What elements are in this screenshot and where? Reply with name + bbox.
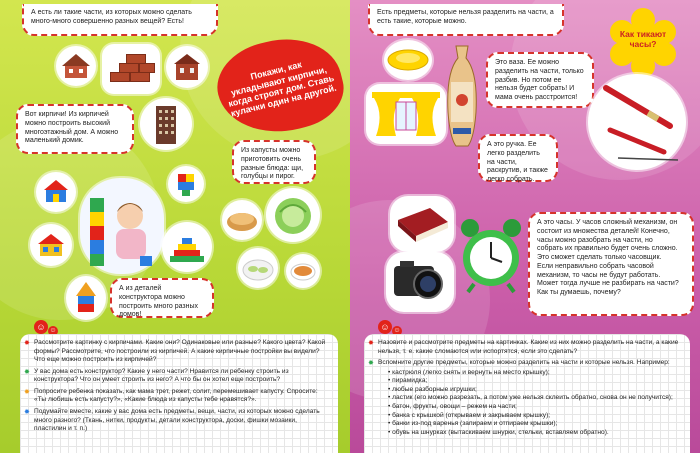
intro-text: А есть ли такие части, из которых можно сделать много-много совершенно разных вещей? Есть! [31,9,192,25]
question-item: ✸ У вас дома есть конструктор? Какие у него части? Нравится ли ребенку строить из конструктора? Что он умеет строить из него? А что бы он хотел еще построить? [24,367,289,384]
clock-line: Если неправильно собрать часовой [537,262,654,270]
pie-picture [222,200,262,240]
pen-text: А это ручка. Ее легко разделить на части, раскрутив, и также легко собрать. [487,141,548,183]
book-picture [390,196,454,252]
house-picture [56,46,96,86]
brick-building-picture [166,46,208,88]
star-icon: ✸ [368,340,374,347]
star-icon: ✸ [24,388,30,396]
bricks-picture [102,44,160,94]
smiley-icon: ☺ [49,327,57,334]
bricks-bubble [16,104,134,154]
cabbage-picture [266,188,320,242]
toy-figure-picture [168,166,204,202]
right-page [350,0,700,453]
question-item: ✸ Попросите ребенка показать, как мама трет, режет, солит, перемешивает капусту. Спросите: «Ты любишь есть капусту?», «Какие блюда из капусты тебе нравятся?». [24,387,318,404]
bricks-text: Вот кирпичи! Из кирпичей можно построить высокий многоэтажный дом. А можно маленький домик. [25,111,119,145]
question-item: ✸ Вспомните другие предметы, которые можно разделить на части и которые нельзя. Например: [368,359,670,368]
plate-picture [384,40,432,80]
clock-line: состоит из множества деталей! Конечно, [537,227,670,235]
constructor-text: А из деталей конструктора можно построить много разных домов! [119,285,199,319]
action-banner-text: Покажи, как укладывают кирпичи, когда строят дом. Ставь кулачки один на другой. [227,59,338,119]
toy-pyramid-picture [162,222,212,272]
flower-title: Как тикают часы? [619,29,667,49]
smiley-icon: ☺ [34,320,48,334]
list-item: • батон, фрукты, овощи – режем на части; [388,403,682,412]
tall-building-picture [140,98,192,150]
clock-line: механизм, то часы не будут работать. [537,271,661,279]
clock-line: Как ты думаешь, почему? [537,289,621,296]
list-item: • банка с крышкой (открываем и закрываем крышку); [388,412,682,421]
list-item: • ластик (его можно разрезать, а потом уже нельзя склеить обратно, снова он не получится); [388,394,682,403]
list-item: • обувь на шнурках (вытаскиваем шнурки, стельки, вставляем обратно). [388,429,682,438]
toy-block-house-picture [30,224,72,266]
smiley-icon: ☺ [393,327,401,334]
window-curtains-picture [366,84,446,144]
cabbage-bubble [232,140,316,184]
clock-bubble [528,212,694,316]
clock-line: Может тогда лучше не разбирать на части? [537,280,679,288]
intro-text: Есть предметы, которые нельзя разделить на части, а есть такие, которые можно. [377,9,554,25]
cabbage-rolls-picture [238,248,278,288]
star-icon: ✸ [24,368,30,376]
list-item: • банки из-под варенья (запираем и отпираем крышки); [388,420,682,429]
clock-line: А это часы. У часов сложный механизм, он [537,219,678,226]
intro-bubble [368,4,564,36]
star-icon: ✸ [24,408,30,416]
clock-line: часы можно разобрать на части, но [537,236,653,244]
star-icon: ✸ [24,340,30,347]
vase-bubble [486,52,594,108]
list-item: • пирамидка; [388,377,682,386]
constructor-bubble [110,278,214,318]
clock-line: Это сможет сделать только часовщик. [537,254,662,261]
question-item: ✸ Подумайте вместе, какие у вас дома есть предметы, вещи, части, из которых можно сделать много разного? (Ткань, нитки, продукты, детали конструктора, доски, фишки мозаики, пластилин и т. п.) [24,407,320,433]
list-item: • любые разборные игрушки; [388,386,682,395]
list-item: • кастрюля (легко снять и вернуть на место крышку); [388,369,682,378]
smiley-icon: ☺ [378,320,392,334]
question-item: ✸ Назовите и рассмотрите предметы на картинках. Какие из них можно разделить на части, а какие нельзя, т. е. какие сломаются или испортятся, если это сделать? [368,339,679,355]
camera-picture [386,252,454,312]
cabbage-text: Из капусты можно приготовить очень разные блюда: щи, голубцы и пирог. [241,147,304,181]
soup-picture [286,254,320,288]
clock-line: собрать их правильно будет очень сложно. [537,245,678,253]
star-icon: ✸ [368,360,374,368]
toy-tower-picture [66,276,106,320]
vase-text: Это ваза. Ее можно разделить на части, только разбив. Но потом ее нельзя будет собрать! И мама очень расстроится! [495,59,584,101]
child-with-blocks-picture [80,178,164,274]
questions-box [364,334,690,453]
examples-list [378,369,682,438]
flower-badge [608,8,678,78]
pen-picture [588,74,686,170]
toy-house-picture [36,172,76,212]
questions-box [20,334,338,453]
alarm-clock-picture [456,214,526,296]
vase-picture [442,42,482,154]
question-item: ✸ Рассмотрите картинку с кирпичами. Какие они? Одинаковые или разные? Какого цвета? Какой формы? Рассмотрите, что построили из кирпичей. А какие кирпичные постройки вы видели? Что еще можно построить из кирпичей? [24,339,326,364]
pen-bubble [478,134,558,182]
intro-bubble [22,4,218,36]
